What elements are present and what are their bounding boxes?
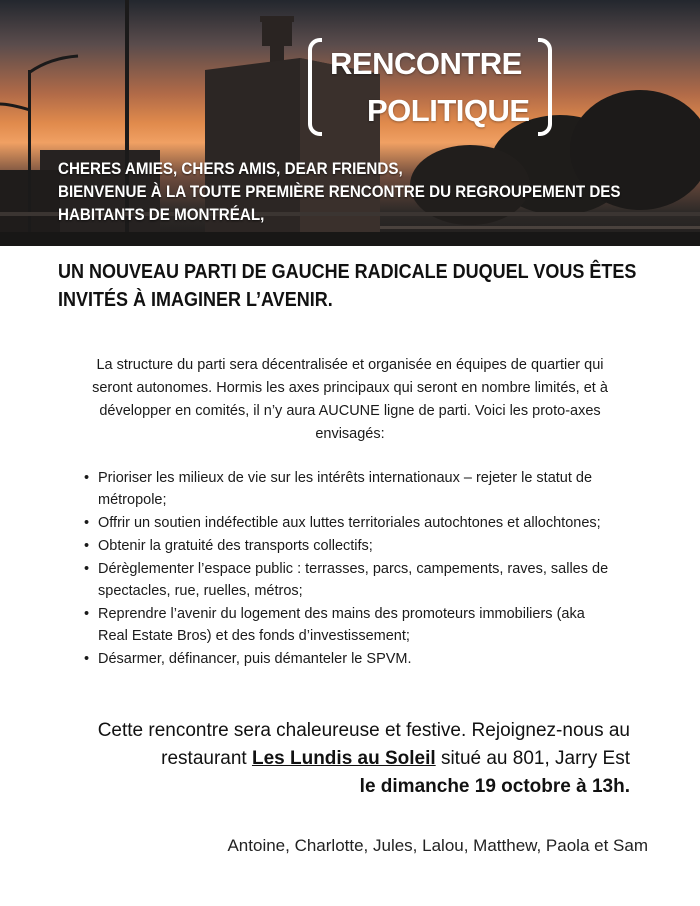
axis-3-line-1: • Obtenir la gratuité des transports collectifs; xyxy=(98,538,373,554)
event-date: le dimanche 19 octobre à 13h. xyxy=(359,776,630,797)
closing-prefix: restaurant xyxy=(161,748,252,769)
banner-photo xyxy=(0,0,700,246)
axis-5-line-1: • Reprendre l’avenir du logement des mains des promoteurs immobiliers (aka xyxy=(98,606,585,622)
list-item xyxy=(82,603,642,647)
list-item xyxy=(82,512,642,534)
venue-name: Les Lundis au Soleil xyxy=(251,748,436,769)
axis-5-line-2: Real Estate Bros) et des fonds d’investissement; xyxy=(98,628,410,644)
headline-line-1: UN NOUVEAU PARTI DE GAUCHE RADICALE DUQUEL VOUS ÊTES xyxy=(58,261,637,283)
intro-line-4: envisagés: xyxy=(315,426,385,442)
greeting: CHERES AMIES, CHERS AMIS, DEAR FRIENDS, xyxy=(58,160,403,178)
intro-paragraph xyxy=(70,354,630,446)
title-line-2: POLITIQUE xyxy=(367,93,530,128)
left-bracket-decoration xyxy=(308,38,322,136)
closing-line-1: Cette rencontre sera chaleureuse et festive. Rejoignez-nous au xyxy=(97,720,630,741)
closing-line-2 xyxy=(30,745,630,773)
closing-invitation xyxy=(30,717,630,801)
headline xyxy=(58,258,637,314)
axis-2-line-1: • Offrir un soutien indéfectible aux luttes territoriales autochtones et allochtones; xyxy=(98,515,601,531)
signature: Antoine, Charlotte, Jules, Lalou, Matthew, Paola et Sam xyxy=(227,836,648,855)
list-item xyxy=(82,648,642,670)
intro-line-3: développer en comités, il n’y aura AUCUNE ligne de parti. Voici les proto-axes xyxy=(99,403,601,419)
list-item xyxy=(82,467,642,511)
closing-suffix: situé au 801, Jarry Est xyxy=(435,748,630,769)
welcome-message xyxy=(58,158,628,227)
axis-6-line-1: • Désarmer, définancer, puis démanteler le SPVM. xyxy=(98,651,412,667)
welcome-line-2: HABITANTS DE MONTRÉAL, xyxy=(58,206,265,224)
title-block xyxy=(300,36,560,142)
headline-line-2: INVITÉS À IMAGINER L’AVENIR. xyxy=(58,289,333,311)
list-item xyxy=(82,535,642,557)
axis-4-line-1: • Dérèglementer l’espace public : terrasses, parcs, campements, raves, salles de xyxy=(98,561,609,577)
intro-line-1: La structure du parti sera décentralisée et organisée en équipes de quartier qui xyxy=(96,357,604,373)
axis-1-line-2: métropole; xyxy=(98,492,167,508)
list-item xyxy=(82,558,642,602)
right-bracket-decoration xyxy=(538,38,552,136)
proto-axes-list xyxy=(82,467,642,671)
intro-line-2: seront autonomes. Hormis les axes principaux qui seront en nombre limités, et à xyxy=(92,380,608,396)
axis-1-line-1: • Prioriser les milieux de vie sur les intérêts internationaux – rejeter le statut de xyxy=(98,470,593,486)
welcome-line-1: BIENVENUE À LA TOUTE PREMIÈRE RENCONTRE DU REGROUPEMENT DES xyxy=(58,183,621,201)
axis-4-line-2: spectacles, rue, ruelles, métros; xyxy=(98,583,303,599)
title-line-1: RENCONTRE xyxy=(330,46,522,81)
